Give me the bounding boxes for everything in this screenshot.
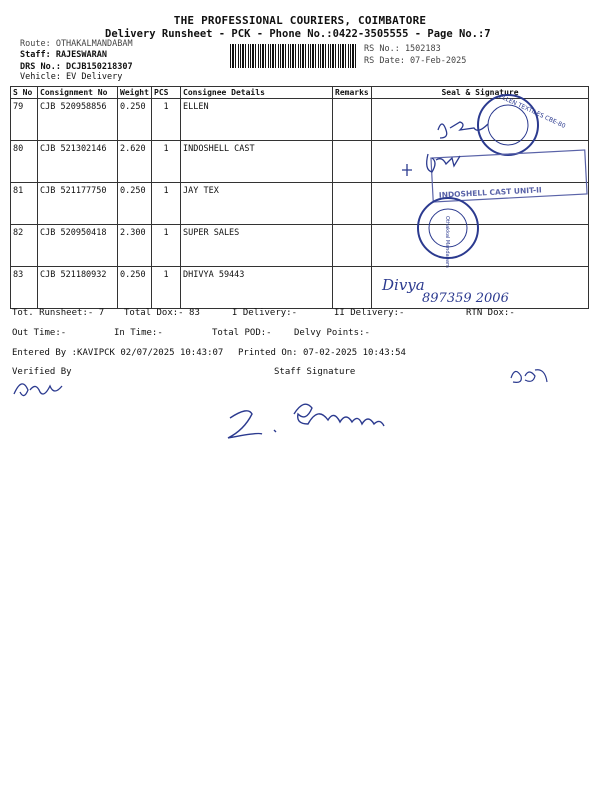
cell-signature <box>372 225 589 267</box>
indoshell-stamp-text: INDOSHELL CAST UNIT-II <box>438 185 542 200</box>
cell-consignee: ELLEN <box>181 99 333 141</box>
cell-remarks <box>333 225 372 267</box>
column-header: Consignee Details <box>181 87 333 99</box>
in-time: In Time:- <box>114 328 163 338</box>
cell-weight: 0.250 <box>118 99 152 141</box>
table-row <box>11 183 589 225</box>
total-pod: Total POD:- <box>212 328 272 338</box>
cell-consignee: DHIVYA 59443 <box>181 267 333 309</box>
cell-consignee: SUPER SALES <box>181 225 333 267</box>
cell-weight: 0.250 <box>118 267 152 309</box>
ii-delivery: II Delivery:- <box>334 308 405 318</box>
i-delivery: I Delivery:- <box>232 308 298 318</box>
document-subtitle: Delivery Runsheet - PCK - Phone No.:0422-3505555 - Page No.:7 <box>105 28 491 40</box>
drs-number: DRS No.: DCJB150218307 <box>20 62 133 72</box>
row83-signature: Divya <box>382 276 425 294</box>
rs-date: RS Date: 07-Feb-2025 <box>364 56 467 66</box>
cell-sno: 82 <box>11 225 38 267</box>
column-header: Weight <box>118 87 152 99</box>
cell-sno: 80 <box>11 141 38 183</box>
column-header: Remarks <box>333 87 372 99</box>
table-row <box>11 267 589 309</box>
cell-remarks <box>333 99 372 141</box>
barcode <box>230 44 356 68</box>
table-header-row <box>11 87 589 99</box>
cell-signature <box>372 183 589 225</box>
cell-signature <box>372 99 589 141</box>
table-row <box>11 99 589 141</box>
cell-pcs: 1 <box>152 267 181 309</box>
cell-remarks <box>333 267 372 309</box>
cell-consignment: CJB 521180932 <box>38 267 118 309</box>
printed-on: Printed On: 07-02-2025 10:43:54 <box>238 348 406 358</box>
cell-consignment: CJB 521177750 <box>38 183 118 225</box>
staff-signature <box>222 392 422 452</box>
cell-signature <box>372 267 589 309</box>
out-time: Out Time:- <box>12 328 67 338</box>
vehicle-label: Vehicle: EV Delivery <box>20 72 123 82</box>
cell-weight: 2.300 <box>118 225 152 267</box>
rs-number: RS No.: 1502183 <box>364 44 441 54</box>
staff-initial-signature <box>505 360 555 390</box>
cell-sno: 79 <box>11 99 38 141</box>
cell-pcs: 1 <box>152 183 181 225</box>
staff-label: Staff: RAJESWARAN <box>20 50 107 60</box>
document-title: THE PROFESSIONAL COURIERS, COIMBATORE <box>173 14 427 27</box>
cell-weight: 0.250 <box>118 183 152 225</box>
cell-sno: 81 <box>11 183 38 225</box>
column-header: PCS <box>152 87 181 99</box>
table-row <box>11 225 589 267</box>
cell-remarks <box>333 141 372 183</box>
total-dox: Total Dox:- 83 <box>124 308 200 318</box>
ellen-stamp-text: ELLEN TEXTILES CBE-80 <box>497 92 567 130</box>
cell-consignee: JAY TEX <box>181 183 333 225</box>
runsheet-table <box>10 86 589 309</box>
row83-phone: 897359 2006 <box>422 291 509 306</box>
column-header: S No <box>11 87 38 99</box>
cell-pcs: 1 <box>152 141 181 183</box>
table-row <box>11 141 589 183</box>
round-stamp-inner-text: Othakkal Mandapam <box>444 216 450 268</box>
staff-signature-label: Staff Signature <box>274 367 356 377</box>
cell-weight: 2.620 <box>118 141 152 183</box>
cell-pcs: 1 <box>152 99 181 141</box>
cell-consignment: CJB 521302146 <box>38 141 118 183</box>
column-header: Consignment No <box>38 87 118 99</box>
route-label: Route: OTHAKALMANDABAM <box>20 39 133 49</box>
cell-pcs: 1 <box>152 225 181 267</box>
entered-by: Entered By :KAVIPCK 02/07/2025 10:43:07 <box>12 348 224 358</box>
cell-consignee: INDOSHELL CAST <box>181 141 333 183</box>
cell-consignment: CJB 520958856 <box>38 99 118 141</box>
cell-remarks <box>333 183 372 225</box>
verified-by-label: Verified By <box>12 367 72 377</box>
delvy-points: Delvy Points:- <box>294 328 370 338</box>
cell-sno: 83 <box>11 267 38 309</box>
cell-consignment: CJB 520950418 <box>38 225 118 267</box>
column-header: Seal & Signature <box>372 87 589 99</box>
rtn-dox: RTN Dox:- <box>466 308 515 318</box>
cell-signature <box>372 141 589 183</box>
tot-runsheet: Tot. Runsheet:- 7 <box>12 308 105 318</box>
